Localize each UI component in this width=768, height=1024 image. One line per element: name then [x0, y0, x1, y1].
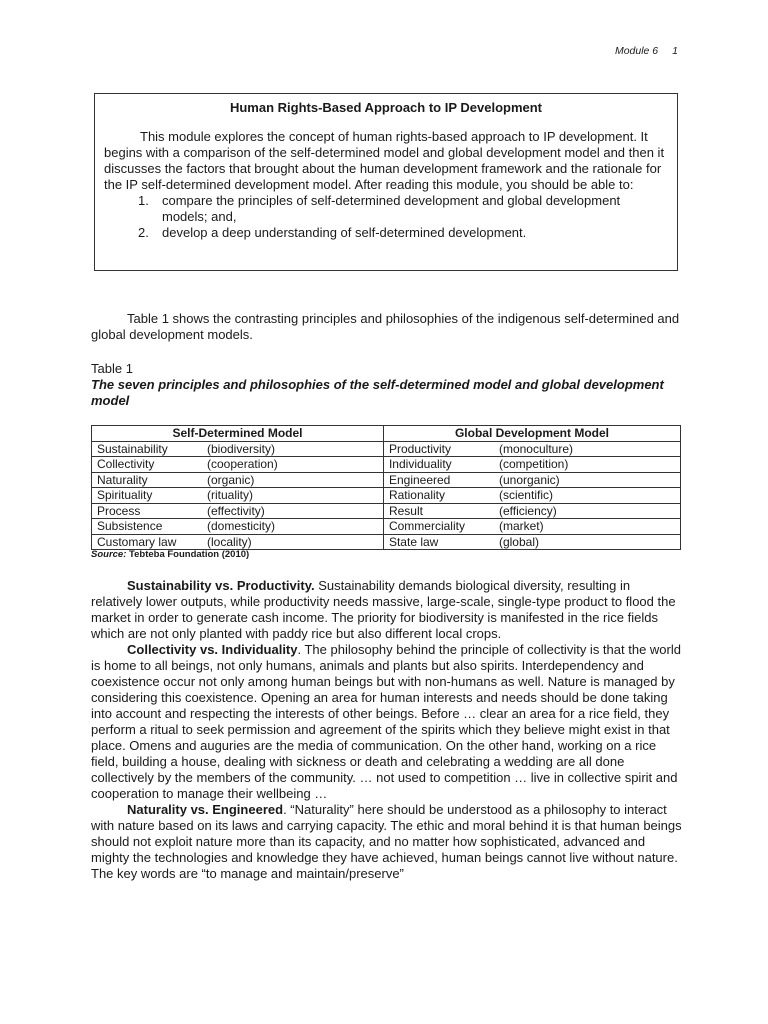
page-number: 1 — [672, 45, 678, 57]
principle-term: Commerciality — [388, 519, 465, 533]
principle-note: (rituality) — [207, 488, 254, 502]
self-determined-cell — [92, 534, 384, 550]
global-development-cell — [383, 488, 680, 504]
table-row — [92, 534, 681, 550]
source-label: Source: — [91, 549, 127, 560]
self-determined-cell — [92, 503, 384, 519]
principle-term: Sustainability — [97, 441, 168, 456]
table-source — [91, 549, 249, 560]
global-development-cell — [383, 534, 680, 550]
principle-term: Naturality — [97, 472, 148, 487]
global-development-cell — [383, 441, 680, 457]
global-development-cell — [383, 457, 680, 473]
section-paragraph — [91, 642, 685, 802]
principle-note: (biodiversity) — [207, 441, 276, 456]
principle-note: (monoculture) — [498, 441, 573, 456]
objectives-list — [104, 193, 668, 241]
principle-term: Collectivity — [97, 457, 155, 471]
principle-note: (efficiency) — [498, 503, 557, 518]
self-determined-cell — [92, 488, 384, 504]
principle-term: Rationality — [388, 488, 445, 502]
principle-term: Productivity — [388, 441, 451, 456]
global-development-cell — [383, 472, 680, 488]
table-row — [92, 472, 681, 488]
objective-item — [104, 225, 668, 241]
section-heading: Naturality vs. Engineered — [127, 802, 284, 817]
self-determined-cell — [92, 457, 384, 473]
principle-term: Engineered — [388, 472, 451, 487]
section-heading: Collectivity vs. Individuality — [127, 642, 298, 657]
objective-text: develop a deep understanding of self-determined development. — [162, 225, 527, 240]
principle-term: Subsistence — [97, 519, 163, 533]
table-caption: The seven principles and philosophies of the self-determined model and global development model — [91, 377, 664, 408]
module-title: Human Rights-Based Approach to IP Development — [229, 100, 543, 115]
module-label: Module 6 — [614, 45, 659, 57]
principle-term: Process — [97, 503, 141, 518]
principle-note: (organic) — [207, 472, 255, 487]
principle-term: Spirituality — [97, 488, 153, 502]
section-text: . “Naturality” here should be understood as a philosophy to interact with nature based on its laws and carrying capacity. The ethic and moral behind it is that human beings should not exploit nature more than its capacity, and no matter how sophisticated, advanced and mighty the technologies and knowledge they have achieved, human beings cannot live without nature. The key words are “to manage and maintain/preserve” — [91, 802, 682, 881]
self-determined-cell — [92, 472, 384, 488]
table-row — [92, 519, 681, 535]
table-row — [92, 441, 681, 457]
intro-paragraph: Table 1 shows the contrasting principles and philosophies of the indigenous self-determined and global development models. — [91, 311, 680, 342]
global-development-cell — [383, 519, 680, 535]
principle-note: (unorganic) — [498, 472, 560, 487]
source-text: Tebteba Foundation (2010) — [129, 549, 250, 560]
module-overview-box — [94, 93, 678, 271]
principle-note: (global) — [498, 534, 539, 549]
table-label: Table 1 — [91, 361, 133, 376]
self-determined-cell — [92, 519, 384, 535]
table-header-row — [92, 426, 681, 442]
self-determined-cell — [92, 441, 384, 457]
table-row — [92, 457, 681, 473]
table-row — [92, 503, 681, 519]
objective-number: 1. — [138, 193, 149, 208]
objective-text: compare the principles of self-determined development and global development models; and, — [162, 193, 621, 224]
page-header — [615, 45, 678, 57]
objective-number: 2. — [138, 225, 149, 240]
principle-term: Individuality — [388, 457, 452, 471]
table-row — [92, 488, 681, 504]
principle-term: State law — [388, 534, 439, 549]
principle-note: (effectivity) — [207, 503, 265, 518]
principle-note: (locality) — [207, 534, 252, 549]
section-heading: Sustainability vs. Productivity. — [127, 578, 315, 593]
principle-note: (market) — [498, 519, 544, 533]
body-text — [91, 578, 685, 882]
module-description: This module explores the concept of human rights-based approach to IP development. It begins with a comparison of the self-determined model and global development model and then it discusses the factors that brought about the human development framework and the rationale for the IP self-determined development model. After reading this module, you should be able to: — [104, 129, 665, 192]
principle-note: (competition) — [498, 457, 569, 471]
section-paragraph — [91, 802, 685, 882]
section-paragraph — [91, 578, 685, 642]
objective-item — [104, 193, 668, 225]
principle-term: Result — [388, 503, 423, 518]
principle-term: Customary law — [97, 534, 177, 549]
principles-table — [91, 425, 681, 550]
principle-note: (cooperation) — [207, 457, 278, 471]
section-text: Sustainability demands biological diversity, resulting in relatively lower outputs, while productivity needs massive, large-scale, single-type product to flood the market in order to generate cash income. The priority for biodiversity is manifested in the rice fields which are not only planted with paddy rice but also different local crops. — [91, 578, 676, 641]
principle-note: (scientific) — [498, 488, 553, 502]
global-development-cell — [383, 503, 680, 519]
section-text: . The philosophy behind the principle of collectivity is that the world is home to all beings, not only humans, animals and plants but also spirits. Interdependency and coexistence occur not only among human beings but with non-humans as well. Nature is managed by considering this coexistence. Opening an area for human interests and needs should be done taking into account and respecting the interests of other beings. Before … clear an area for a rice field, they perform a ritual to seek permission and agreement of the spirits which they believe might exist in that place. Omens and auguries are the media of communication. On the other hand, working on a rice field, building a house, dealing with sickness or death and celebrating a wedding are all done collectively by the members of the community. … not used to competition … live in collective spirit and cooperation to manage their wellbeing … — [91, 642, 681, 801]
principle-note: (domesticity) — [207, 519, 276, 533]
header-self-determined: Self-Determined Model — [92, 426, 384, 442]
header-global-development: Global Development Model — [383, 426, 680, 442]
